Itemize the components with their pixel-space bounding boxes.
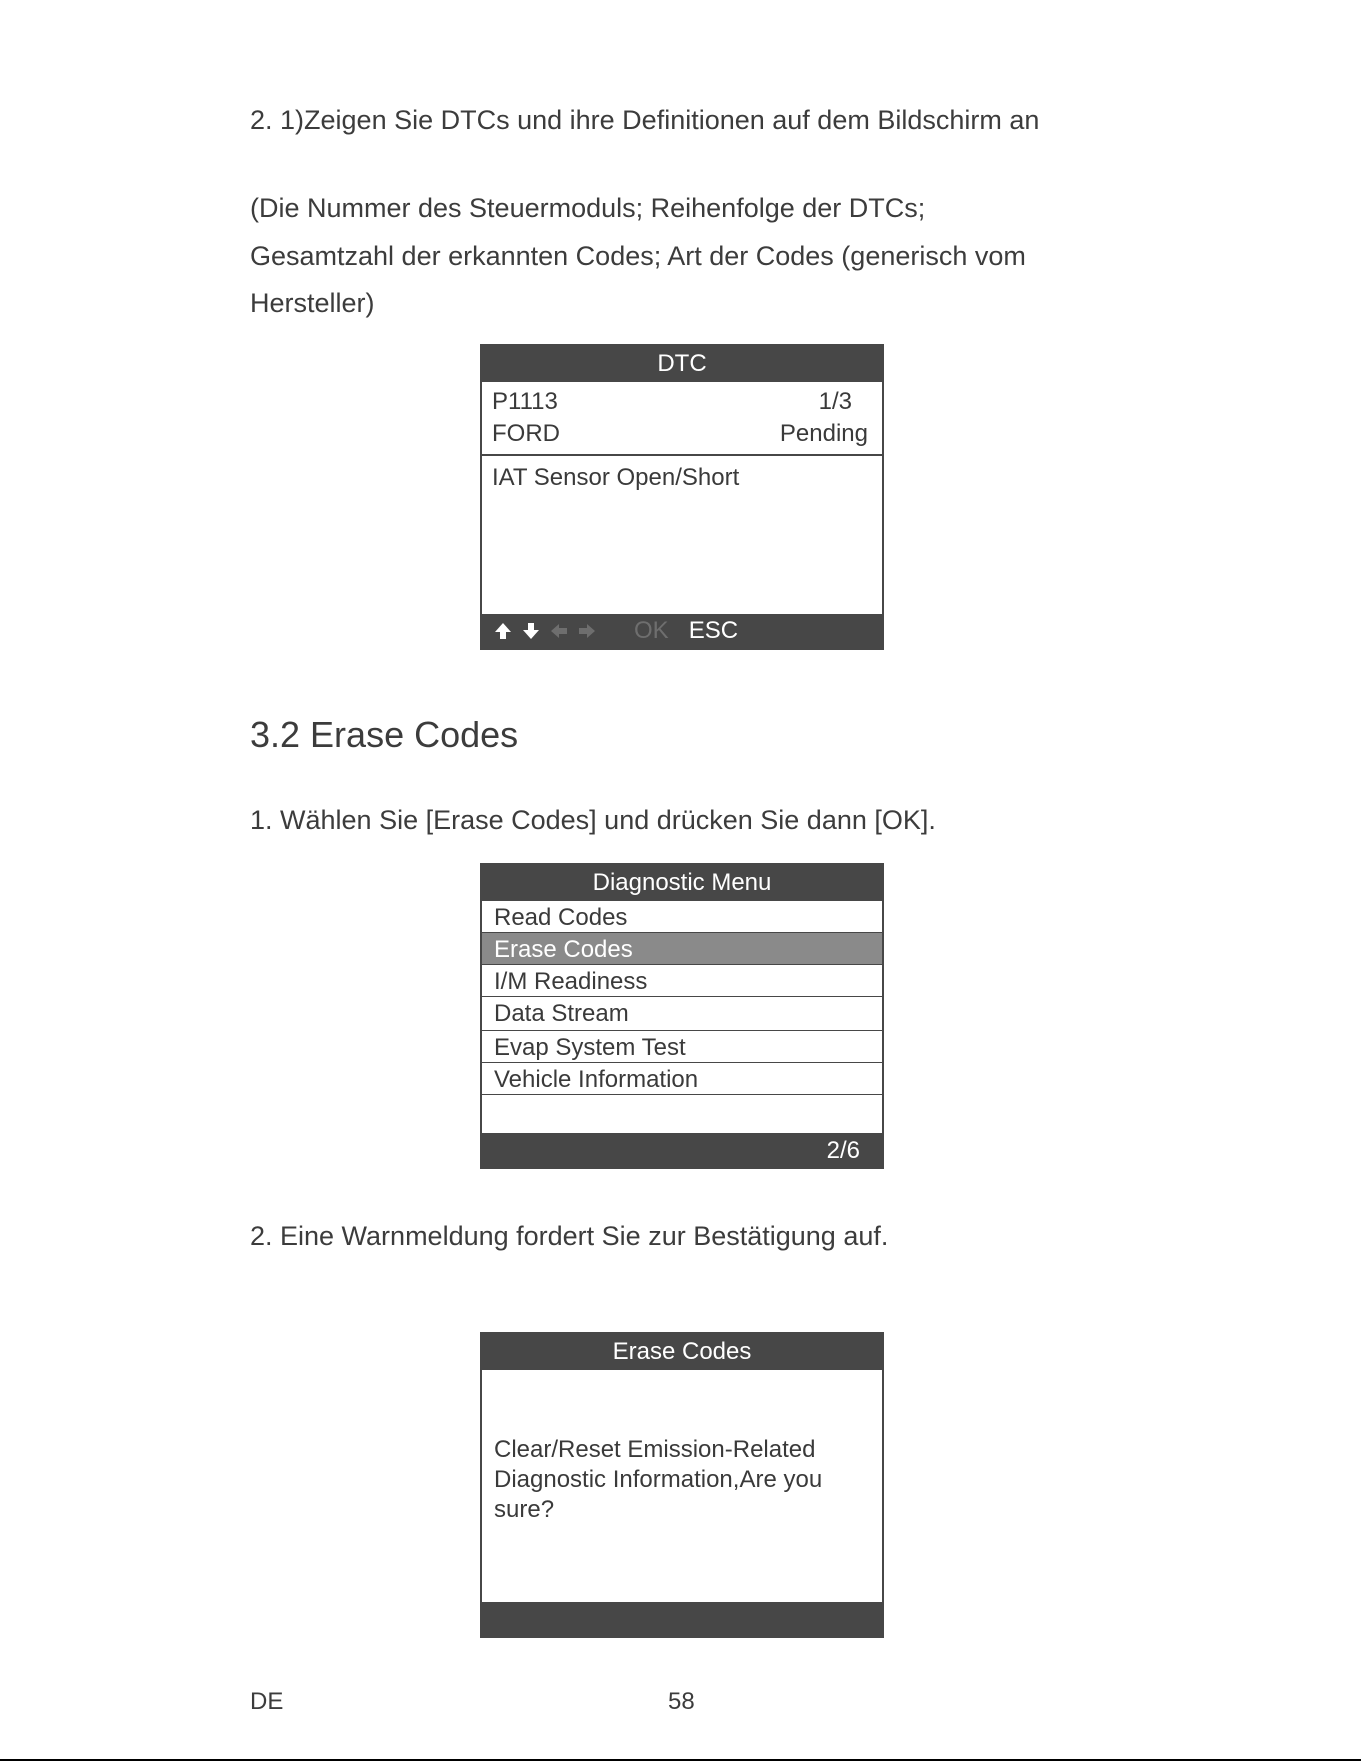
- dtc-screen-title: DTC: [482, 346, 882, 382]
- menu-item-empty: [482, 1095, 882, 1125]
- dtc-make: FORD: [492, 420, 560, 447]
- diagnostic-menu-screen: [480, 863, 884, 1169]
- dtc-description: IAT Sensor Open/Short: [492, 464, 740, 491]
- menu-item-data-stream[interactable]: Data Stream: [482, 997, 882, 1031]
- dtc-make-row: [482, 418, 882, 450]
- step-1-text: 1. Wählen Sie [Erase Codes] und drücken Sie dann [OK].: [250, 805, 936, 835]
- dtc-counter: 1/3: [818, 388, 852, 415]
- dtc-footer-bar: [482, 614, 882, 648]
- dtc-screen: [480, 344, 884, 650]
- arrow-left-icon: [548, 620, 570, 642]
- arrow-up-icon[interactable]: [492, 620, 514, 642]
- diagnostic-menu-title: Diagnostic Menu: [482, 865, 882, 901]
- page-number: 58: [668, 1688, 695, 1715]
- erase-codes-screen: [480, 1332, 884, 1638]
- ok-label: OK: [634, 617, 669, 644]
- menu-page-indicator: 2/6: [482, 1133, 882, 1167]
- dtc-status: Pending: [779, 420, 868, 447]
- menu-item-im-readiness[interactable]: I/M Readiness: [482, 965, 882, 997]
- paren-line-3: Hersteller): [250, 288, 375, 318]
- erase-codes-title: Erase Codes: [482, 1334, 882, 1370]
- section-heading: 3.2 Erase Codes: [250, 714, 519, 755]
- erase-footer-bar: [482, 1602, 882, 1636]
- footer-lang: DE: [250, 1688, 284, 1715]
- menu-item-read-codes[interactable]: Read Codes: [482, 901, 882, 933]
- menu-item-evap-system-test[interactable]: Evap System Test: [482, 1031, 882, 1063]
- menu-item-erase-codes[interactable]: Erase Codes: [482, 933, 882, 965]
- paren-line-2: Gesamtzahl der erkannten Codes; Art der Codes (generisch vom: [250, 241, 1026, 271]
- arrow-right-icon: [576, 620, 598, 642]
- dtc-code: P1113: [492, 388, 558, 415]
- esc-button[interactable]: ESC: [688, 617, 739, 644]
- step-2-text: 2. Eine Warnmeldung fordert Sie zur Bestätigung auf.: [250, 1221, 889, 1251]
- menu-item-vehicle-information[interactable]: Vehicle Information: [482, 1063, 882, 1095]
- step-2-heading: 2. 1)Zeigen Sie DTCs und ihre Definitionen auf dem Bildschirm an: [250, 105, 1040, 135]
- dtc-code-row: [482, 386, 882, 418]
- paren-line-1: (Die Nummer des Steuermoduls; Reihenfolge der DTCs;: [250, 193, 926, 223]
- arrow-down-icon[interactable]: [520, 620, 542, 642]
- erase-confirm-message: Clear/Reset Emission-Related Diagnostic Information,Are you sure?: [494, 1436, 823, 1523]
